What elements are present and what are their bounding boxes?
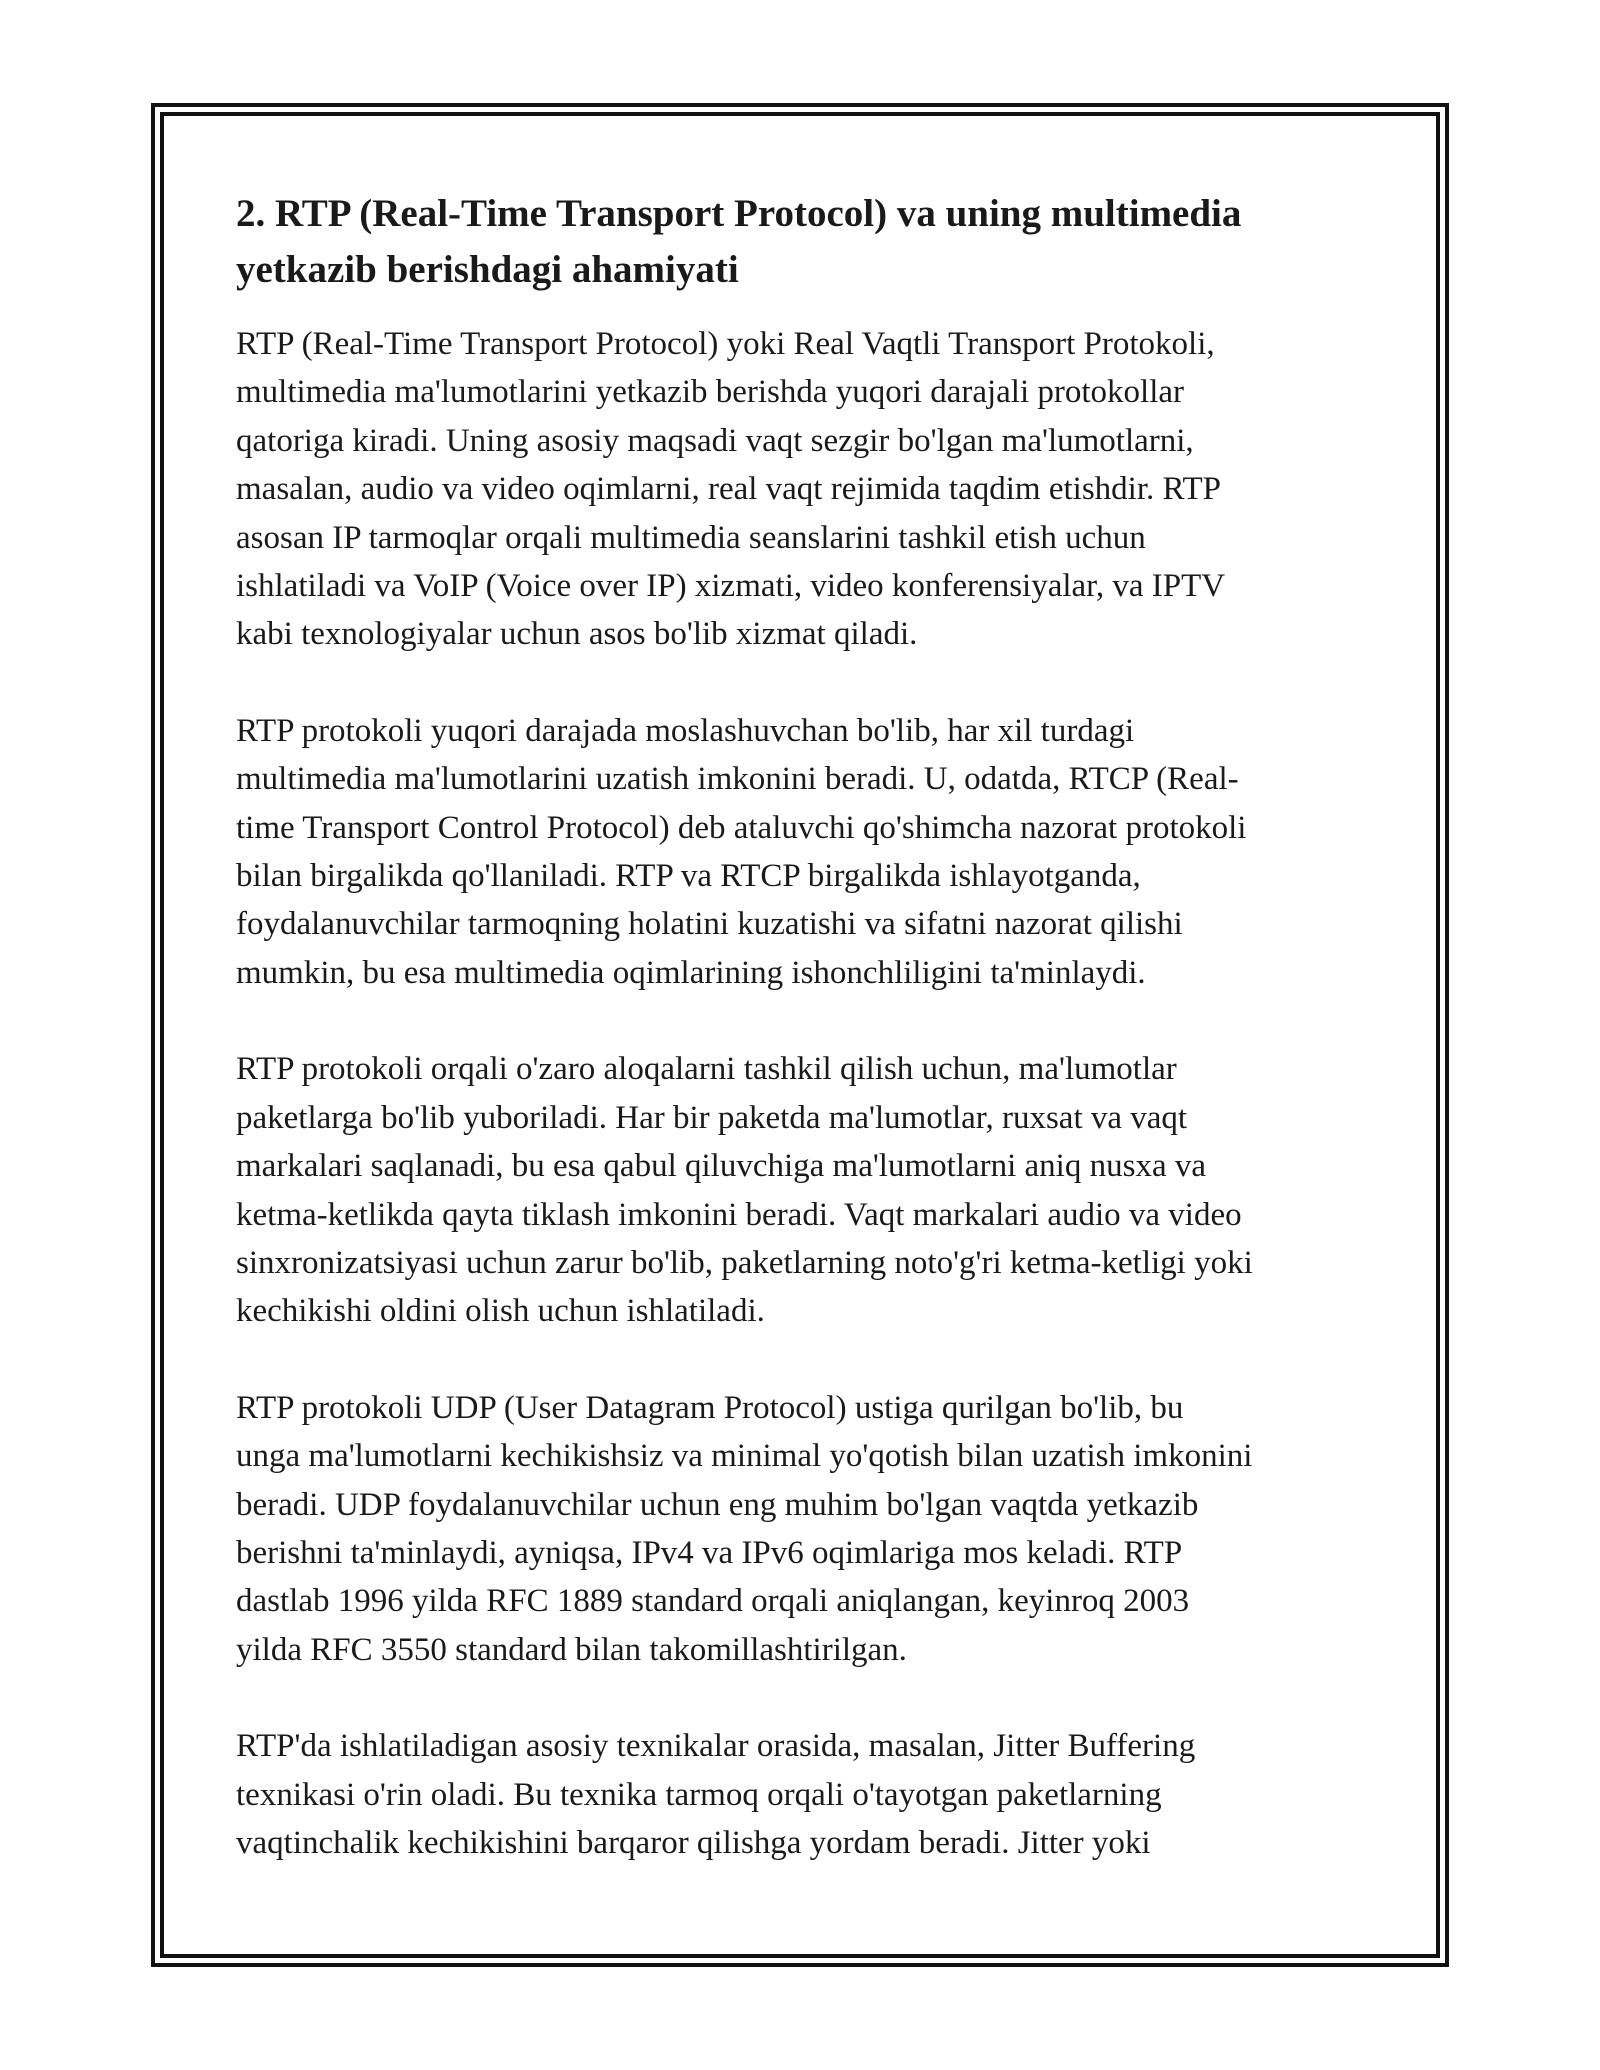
- paragraph-line: kechikishi oldini olish uchun ishlatiladi.: [236, 1293, 765, 1330]
- paragraph-line: ketma-ketlikda qayta tiklash imkonini beradi. Vaqt markalari audio va video: [236, 1196, 1242, 1233]
- paragraph-line: RTP'da ishlatiladigan asosiy texnikalar orasida, masalan, Jitter Buffering: [236, 1728, 1196, 1765]
- paragraph-line: multimedia ma'lumotlarini yetkazib berishda yuqori darajali protokollar: [236, 374, 1185, 411]
- paragraph-line: asosan IP tarmoqlar orqali multimedia seanslarini tashkil etish uchun: [236, 519, 1146, 556]
- paragraph: [236, 1384, 1376, 1674]
- paragraph-line: unga ma'lumotlarni kechikishsiz va minimal yo'qotish bilan uzatish imkonini: [236, 1438, 1253, 1475]
- paragraph: [236, 320, 1376, 659]
- paragraph-line: texnikasi o'rin oladi. Bu texnika tarmoq orqali o'tayotgan paketlarning: [236, 1776, 1162, 1813]
- paragraph-line: yilda RFC 3550 standard bilan takomillashtirilgan.: [236, 1631, 907, 1668]
- section-heading: [236, 186, 1376, 298]
- paragraph-line: mumkin, bu esa multimedia oqimlarining ishonchliligini ta'minlaydi.: [236, 954, 1146, 991]
- paragraph-line: ishlatiladi va VoIP (Voice over IP) xizmati, video konferensiyalar, va IPTV: [236, 568, 1226, 605]
- document-body: [236, 186, 1376, 1867]
- paragraph-line: RTP protokoli yuqori darajada moslashuvchan bo'lib, har xil turdagi: [236, 712, 1135, 749]
- paragraph-line: kabi texnologiyalar uchun asos bo'lib xizmat qiladi.: [236, 616, 918, 653]
- heading-line: yetkazib berishdagi ahamiyati: [236, 248, 739, 291]
- paragraph-line: dastlab 1996 yilda RFC 1889 standard orqali aniqlangan, keyinroq 2003: [236, 1583, 1190, 1620]
- paragraph-line: bilan birgalikda qo'llaniladi. RTP va RTCP birgalikda ishlayotganda,: [236, 858, 1141, 895]
- paragraph-line: markalari saqlanadi, bu esa qabul qiluvchiga ma'lumotlarni aniq nusxa va: [236, 1148, 1206, 1185]
- paragraph-line: masalan, audio va video oqimlarni, real vaqt rejimida taqdim etishdir. RTP: [236, 471, 1222, 508]
- paragraph-line: RTP protokoli orqali o'zaro aloqalarni tashkil qilish uchun, ma'lumotlar: [236, 1051, 1177, 1088]
- paragraph-line: RTP (Real-Time Transport Protocol) yoki Real Vaqtli Transport Protokoli,: [236, 326, 1215, 362]
- paragraph-line: sinxronizatsiyasi uchun zarur bo'lib, paketlarning noto'g'ri ketma-ketligi yoki: [236, 1244, 1253, 1281]
- paragraph-line: qatoriga kiradi. Uning asosiy maqsadi vaqt sezgir bo'lgan ma'lumotlarni,: [236, 422, 1194, 459]
- paragraph-line: time Transport Control Protocol) deb ataluvchi qo'shimcha nazorat protokoli: [236, 809, 1247, 846]
- paragraph-line: foydalanuvchilar tarmoqning holatini kuzatishi va sifatni nazorat qilishi: [236, 906, 1183, 943]
- paragraph-line: berishni ta'minlaydi, ayniqsa, IPv4 va IPv6 oqimlariga mos keladi. RTP: [236, 1534, 1183, 1571]
- paragraph: [236, 1045, 1376, 1335]
- paragraph-line: RTP protokoli UDP (User Datagram Protocol) ustiga qurilgan bo'lib, bu: [236, 1389, 1184, 1426]
- paragraph-line: vaqtinchalik kechikishini barqaror qilishga yordam beradi. Jitter yoki: [236, 1824, 1151, 1861]
- paragraph: [236, 1722, 1376, 1867]
- paragraph-line: multimedia ma'lumotlarini uzatish imkonini beradi. U, odatda, RTCP (Real-: [236, 761, 1239, 798]
- paragraph-line: beradi. UDP foydalanuvchilar uchun eng muhim bo'lgan vaqtda yetkazib: [236, 1486, 1199, 1523]
- paragraph-list: [236, 320, 1376, 1867]
- paragraph-line: paketlarga bo'lib yuboriladi. Har bir paketda ma'lumotlar, ruxsat va vaqt: [236, 1099, 1188, 1136]
- paragraph: [236, 707, 1376, 997]
- heading-line: 2. RTP (Real-Time Transport Protocol) va uning multimedia: [236, 192, 1242, 235]
